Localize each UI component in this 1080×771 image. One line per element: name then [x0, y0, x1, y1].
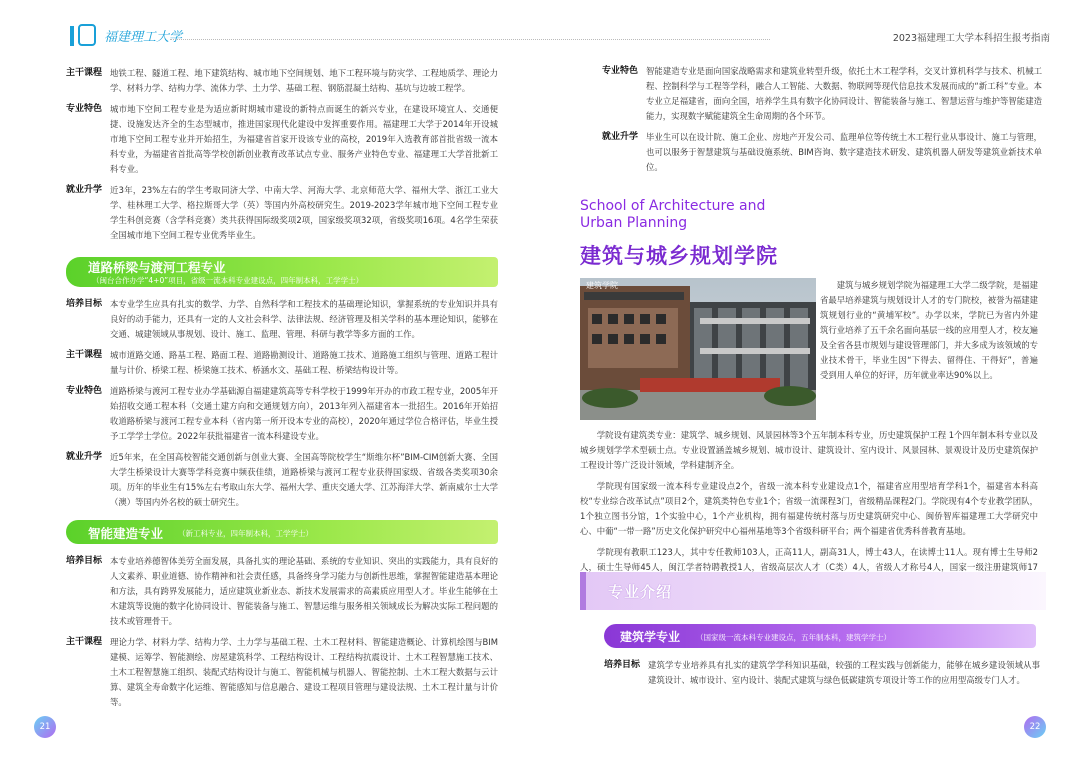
block1	[66, 66, 498, 243]
major-banner-road-bridge	[66, 257, 498, 287]
entry	[66, 384, 498, 444]
right-top-block	[602, 64, 1042, 181]
entry-text: 近5年来，在全国高校智能交通创新与创业大赛、全国高等院校学生“斯维尔杯”BIM-CIM创新大赛、全国大学生桥梁设计大赛等学科竞赛中频获佳绩，道路桥梁与渡河工程专业获得国家级、省级各类奖项30余项。历年的毕业生有15%左右考取山东大学、福州大学、重庆交通大学、江苏海洋大学、新南威尔士大学（澳）等国内外名校的硕士研究生。	[110, 452, 498, 507]
entry-label: 就业升学	[602, 132, 639, 142]
entry-label: 主干课程	[66, 68, 103, 78]
entry	[602, 130, 1042, 175]
university-logo-icon	[78, 24, 96, 46]
school-paragraphs	[580, 428, 1038, 596]
entry-text: 近3年，23%左右的学生考取同济大学、中南大学、河海大学、北京师范大学、福州大学、浙江工业大学、桂林理工大学、格拉斯哥大学（英）等国内外高校研究生。2019-2023学年城市地下空间工程专业学生科创竞赛（含学科竞赛）类共获得国际级奖项2项，国家级奖项32项，省级奖项16项。4名学生荣获全国城市地下空间工程专业优秀毕业生。	[110, 185, 498, 240]
page-number-right: 22	[1024, 716, 1046, 738]
entry-label: 主干课程	[66, 637, 103, 647]
school-name-en-line2: Urban Planning	[580, 215, 688, 231]
entry	[66, 183, 498, 243]
major-subtitle: （国家级一流本科专业建设点，五年制本科，建筑学学士）	[696, 633, 891, 642]
block3	[66, 554, 498, 710]
entry-text: 城市道路交通、路基工程、路面工程、道路勘测设计、道路施工技术、道路施工组织与管理、道路工程计量与计价、桥梁工程、桥梁施工技术、桥涵水文、基础工程、桥梁结构设计等。	[110, 350, 498, 375]
logo-text: 福建理工大学	[104, 30, 183, 45]
entry	[66, 554, 498, 629]
entry-label: 培养目标	[66, 299, 103, 309]
page-number-left: 21	[34, 716, 56, 738]
entry-label: 就业升学	[66, 452, 103, 462]
section-header	[580, 572, 1046, 610]
entry-label: 就业升学	[66, 185, 103, 195]
entry-text: 理论力学、材料力学、结构力学、土力学与基础工程、土木工程材料、智能建造概论、计算机绘图与BIM建模、运筹学、智能测绘、房屋建筑科学、工程结构设计、工程结构抗震设计、土木工程智慧施工技术、土木工程智慧施工组织、装配式结构设计与施工、智能机械与机器人、智能控制、土木工程大数据与云计算、建筑全寿命数字化运维、智能感知与信息融合、建设工程项目管理与建设法规、土木工程计量与计价等。	[110, 637, 498, 707]
entry	[66, 348, 498, 378]
left-column	[66, 66, 498, 716]
major-banner-intelligent-construction	[66, 520, 498, 544]
entry-label: 专业特色	[66, 104, 103, 114]
entry	[604, 658, 1040, 688]
entry-text: 毕业生可以在设计院、施工企业、房地产开发公司、监理单位等传统土木工程行业从事设计、施工与管理，也可以服务于智慧建筑与基础设施系统、BIM咨询、数字建造技术研发、建筑机器人研发等建筑业新技术单位。	[646, 132, 1042, 172]
paragraph: 学院设有建筑类专业：建筑学、城乡规划、风景园林等3个五年制本科专业，历史建筑保护工程 1个四年制本科专业以及城乡规划学学术型硕士点。专业设置涵盖城乡规划、城市设计、建筑设计、室内设计、风景园林、景观设计及历史建筑保护工程设计等广泛设计领域，学科建制齐全。	[580, 430, 1038, 470]
major-title: 智能建造专业	[88, 526, 164, 541]
paragraph: 学院现有国家级一流本科专业建设点2个，省级一流本科专业建设点1个，福建省应用型培育学科1个，福建省本科高校“专业综合改革试点”项目2个，建筑类特色专业1个；省级一流课程3门，省级精品课程2门。学院现有4个专业教学团队，1个独立图书分馆，1个实验中心，1个产业机构，拥有福建传统村落与历史建筑研究中心、闽侨智库福建理工大学研究中心、中葡“一带一路”历史文化保护研究中心福州基地等3个省级科研平台；两个福建省优秀科普教育基地。	[580, 481, 1038, 536]
entry	[66, 297, 498, 342]
school-name-en	[580, 198, 765, 232]
entry-text: 道路桥梁与渡河工程专业办学基础源自福建建筑高等专科学校于1999年开办的市政工程专业，2005年开始招收交通工程本科（交通土建方向和交通规划方向），2013年列入福建省本一批招生。2016年开始招收道路桥梁与渡河工程专业本科（省内第一所开设本专业的高校），2020年通过学位合格评估，毕业生授予工学学士学位。2022年获批福建省一流本科建设专业。	[110, 386, 498, 441]
major-subtitle: （闽台合作办学“4+0”项目，省级一流本科专业建设点，四年制本科，工学学士）	[92, 276, 364, 285]
entry-label: 专业特色	[66, 386, 103, 396]
entry-text: 智能建造专业是面向国家战略需求和建筑业转型升级，依托土木工程学科，交叉计算机科学与技术、机械工程、控制科学与工程等学科，融合人工智能、大数据、物联网等现代信息技术发展而成的“新工科”专业。本专业立足福建省，面向全国，培养学生具有数字化协同设计、智能装备与施工、智慧运营与维护等智能建造能力，实现数字赋能建筑全生命周期的各个环节。	[646, 66, 1042, 121]
logo-bar	[70, 26, 74, 46]
entry-label: 培养目标	[604, 660, 641, 670]
major-subtitle: （新工科专业，四年制本科，工学学士）	[178, 529, 313, 538]
entry-text: 地铁工程、隧道工程、地下建筑结构、城市地下空间规划、地下工程环境与防灾学、工程地质学、理论力学、材料力学、结构力学、流体力学、土力学、基础工程、钢筋混凝土结构、基坑与边坡工程学。	[110, 68, 498, 93]
header-title: 2023福建理工大学本科招生报考指南	[892, 33, 1050, 44]
entry-text: 城市地下空间工程专业是为适应新时期城市建设的新特点而诞生的新兴专业，在建设环境宜人、交通便捷、设施发达齐全的生态型城市，推进国家现代化建设中发挥重要作用。福建理工大学于2014年开设城市地下空间工程专业并开始招生，为福建省首家开设该专业的高校，2019年入选教育部首批省级一流本科专业，为福建省首批高等学校创新创业教育改革试点专业、服务产业特色专业、福建理工大学首批新工科专业。	[110, 104, 498, 174]
section-title: 专业介绍	[608, 583, 673, 601]
header-divider	[170, 39, 770, 40]
block2	[66, 297, 498, 510]
school-name-en-line1: School of Architecture and	[580, 198, 766, 214]
entry-label: 主干课程	[66, 350, 103, 360]
entry-text: 本专业学生应具有扎实的数学、力学、自然科学和工程技术的基础理论知识，掌握系统的专业知识并具有良好的动手能力，还具有一定的人文社会科学、法律法规、经济管理及相关学科的基本理论知识，能够在交通、城建领域从事规划、设计、施工、监理、管理、科研与教学等多方面的工作。	[110, 299, 498, 339]
entry	[66, 66, 498, 96]
entry-label: 培养目标	[66, 556, 103, 566]
campus-building-image	[580, 278, 816, 420]
school-name-cn: 建筑与城乡规划学院	[580, 243, 778, 268]
entry-text: 本专业培养德智体美劳全面发展，具备扎实的理论基础、系统的专业知识、突出的实践能力，具有良好的人文素养、职业道德、协作精神和社会责任感，具备终身学习能力与创新性思维，掌握智能建造基本理论和方法，具有跨界发展能力，适应建筑业新业态、新技术发展需求的高素质应用型人才。毕业生能够在土木建筑等设施的数字化协同设计、智能装备与施工、智慧运维与服务相关领域成长为解决实际工程问题的技术或管理骨干。	[110, 556, 498, 626]
paragraph: 学院现有教职工123人，其中专任教师103人，正高11人，副高31人，博士43人，在读博士11人。现有博士生导师2人，硕士生导师45人，闽江学者特聘教授1人，省级高层次人才（C类）4人，省级人才称号4人，国家一级注册建筑师17	[580, 547, 1038, 572]
architecture-entry	[604, 658, 1040, 694]
entry	[66, 635, 498, 710]
major-title: 建筑学专业	[620, 630, 681, 644]
entry-text: 建筑学专业培养具有扎实的建筑学学科知识基础，较强的工程实践与创新能力，能够在城乡建设领域从事建筑设计、城市设计、室内设计、装配式建筑与绿色低碳建筑专项设计等工作的应用型高级专门人才。	[648, 660, 1040, 685]
major-banner-architecture	[604, 624, 1036, 648]
entry	[66, 450, 498, 510]
entry	[602, 64, 1042, 124]
entry	[66, 102, 498, 177]
entry-label: 专业特色	[602, 66, 639, 76]
school-intro: 建筑与城乡规划学院为福建理工大学二级学院，是福建省最早培养建筑与规划设计人才的专门院校，被誉为福建建筑规划行业的“黄埔军校”。办学以来，学院已为省内外建筑行业培养了五千余名面向基层一线的应用型人才，校友遍及全省各县市规划与建设管理部门，并大多成为该领域的专业技术骨干，毕业生因“下得去、留得住、干得好”，普遍受到用人单位的好评，历年就业率达90%以上。	[820, 280, 1038, 380]
major-title: 道路桥梁与渡河工程专业	[88, 260, 226, 275]
photo-sign-text: 建筑学院	[586, 281, 618, 290]
campus-photo	[580, 278, 816, 420]
